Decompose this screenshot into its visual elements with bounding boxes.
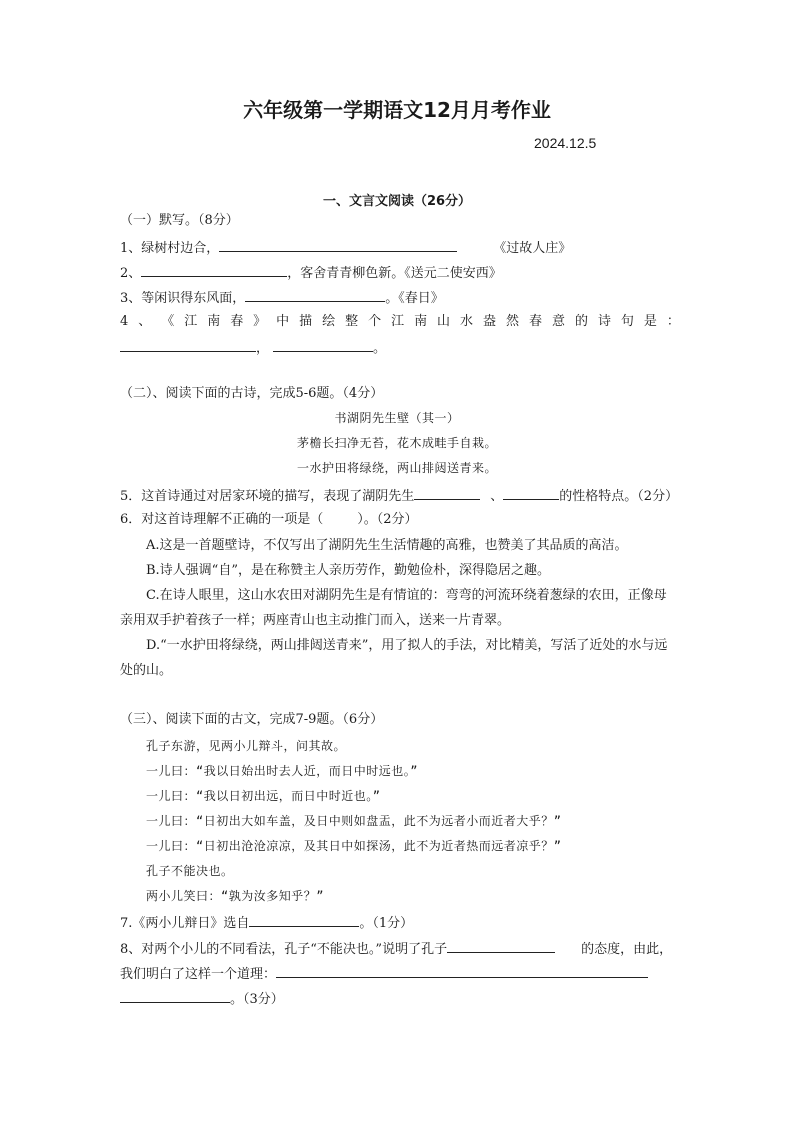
q4-char: 描 <box>299 314 313 329</box>
q4-char: 意 <box>551 314 565 329</box>
q4-char: 诗 <box>597 314 611 329</box>
q4-char: 然 <box>506 314 520 329</box>
q1-answer-blank[interactable] <box>219 238 457 252</box>
q4-char: 、 <box>138 314 152 329</box>
date-label: 2024.12.5 <box>534 135 597 151</box>
q3-prefix: 3、等闲识得东风面， <box>120 291 246 306</box>
q6-prefix: 6．对这首诗理解不正确的一项是（ <box>120 512 324 527</box>
q4-answer-blank-2[interactable] <box>273 338 373 352</box>
question-7 <box>120 913 413 933</box>
q8-line2-label: 我们明白了这样一个道理： <box>120 967 277 982</box>
classical-text-line: 一儿曰：“我以日初出远，而日中时近也。” <box>146 789 381 803</box>
q4-char: 水 <box>460 314 474 329</box>
classical-text-line: 一儿曰：“日初出大如车盖，及日中则如盘盂，此不为远者小而近者大乎？” <box>146 814 562 828</box>
question-2 <box>120 263 502 283</box>
option-a: A.这是一首题壁诗，不仅写出了湖阴先生生活情趣的高雅，也赞美了其品质的高洁。 <box>146 538 628 553</box>
classical-text-line: 一儿曰：“日初出沧沧凉凉，及其日中如探汤，此不为近者热而远者凉乎？” <box>146 839 562 853</box>
question-8-line-3 <box>120 989 284 1009</box>
question-8-line-2 <box>120 964 648 984</box>
q4-char: 整 <box>345 314 359 329</box>
question-6 <box>120 511 418 529</box>
q5-mid: 、 <box>490 489 504 504</box>
page-title: 六年级第一学期语文12月月考作业 <box>243 98 551 122</box>
option-d-line-2: 处的山。 <box>120 663 173 678</box>
q4-char: 南 <box>414 314 428 329</box>
option-d-line-1: D.“一水护田将绿绕，两山排闼送青来”，用了拟人的手法，对比精美，写活了近处的水与远 <box>146 638 668 653</box>
q1-prefix: 1、绿树村边合， <box>120 241 220 256</box>
q2-prefix: 2、 <box>120 266 142 281</box>
q4-char: 4 <box>120 314 129 329</box>
q4-char: 》 <box>253 314 267 329</box>
q4-char: 《 <box>161 314 175 329</box>
q3-answer-blank[interactable] <box>245 288 385 302</box>
q3-suffix: 。《春日》 <box>385 291 444 306</box>
q2-suffix: ，客舍青青柳色新。《送元二使安西》 <box>287 266 502 281</box>
classical-text-line: 孔子不能决也。 <box>146 864 234 878</box>
question-8 <box>120 939 672 959</box>
q7-answer-blank[interactable] <box>249 913 359 927</box>
q4-char: 是 <box>643 314 657 329</box>
q4-comma: ， <box>256 341 270 356</box>
q4-char: ： <box>666 314 680 329</box>
q4-char: 江 <box>391 314 405 329</box>
q4-char: 中 <box>276 314 290 329</box>
q4-answer-blank-1[interactable] <box>120 338 256 352</box>
question-4 <box>120 313 680 331</box>
q8-answer-blank-1[interactable] <box>447 939 555 953</box>
section-heading: 一、文言文阅读（26分） <box>322 194 472 209</box>
q4-char: 的 <box>574 314 588 329</box>
question-1 <box>120 238 571 258</box>
question-4-answer-line <box>120 338 386 358</box>
q7-suffix: 。（1分） <box>359 916 414 931</box>
part1-heading: （一）默写。（8分） <box>120 213 239 228</box>
q4-char: 盎 <box>483 314 497 329</box>
q4-char: 个 <box>368 314 382 329</box>
poem-line-1: 茅檐长扫净无苔，花木成畦手自栽。 <box>296 436 497 450</box>
q4-char: 南 <box>207 314 221 329</box>
q8-mid: 的态度，由此， <box>581 942 673 957</box>
question-3 <box>120 288 444 308</box>
q7-prefix: 7.《两小儿辩日》选自 <box>120 916 250 931</box>
q6-suffix: ）。（2分） <box>357 512 418 527</box>
q4-char: 春 <box>230 314 244 329</box>
option-c-line-2: 亲用双手护着孩子一样；两座青山也主动推门而入，送来一片青翠。 <box>120 613 511 628</box>
q8-end: 。（3分） <box>230 992 284 1007</box>
q5-answer-blank-2[interactable] <box>503 486 559 500</box>
part3-heading: （三）、阅读下面的古文，完成7-9题。（6分） <box>120 712 384 727</box>
q2-answer-blank[interactable] <box>141 263 287 277</box>
q4-char: 山 <box>437 314 451 329</box>
classical-text-line: 孔子东游，见两小儿辩斗，问其故。 <box>146 739 347 753</box>
q4-char: 春 <box>528 314 542 329</box>
q4-end: 。 <box>373 341 387 356</box>
q4-char: 江 <box>184 314 198 329</box>
q4-char: 句 <box>620 314 634 329</box>
part2-heading: （二）、阅读下面的古诗，完成5-6题。（4分） <box>120 386 384 401</box>
q8-answer-blank-3[interactable] <box>120 989 230 1003</box>
q4-char: 绘 <box>322 314 336 329</box>
q5-prefix: 5．这首诗通过对居家环境的描写，表现了湖阴先生 <box>120 489 415 504</box>
question-5 <box>120 486 678 506</box>
q5-answer-blank-1[interactable] <box>414 486 480 500</box>
poem-title: 书湖阴先生壁（其一） <box>334 411 460 425</box>
q8-prefix: 8、对两个小儿的不同看法，孔子“不能决也。”说明了孔子 <box>120 942 448 957</box>
q8-answer-blank-2[interactable] <box>276 964 648 978</box>
option-c-line-1: C.在诗人眼里，这山水农田对湖阴先生是有情谊的：弯弯的河流环绕着葱绿的农田，正像母 <box>146 588 667 603</box>
classical-text-line: 两小儿笑曰：“孰为汝多知乎？” <box>146 889 324 903</box>
q5-suffix: 的性格特点。（2分） <box>559 489 679 504</box>
classical-text-line: 一儿曰：“我以日始出时去人近，而日中时远也。” <box>146 764 418 778</box>
option-b: B.诗人强调“自”，是在称赞主人亲历劳作，勤勉俭朴，深得隐居之趣。 <box>146 563 550 578</box>
poem-line-2: 一水护田将绿绕，两山排闼送青来。 <box>296 461 497 475</box>
q1-source: 《过故人庄》 <box>493 241 572 256</box>
